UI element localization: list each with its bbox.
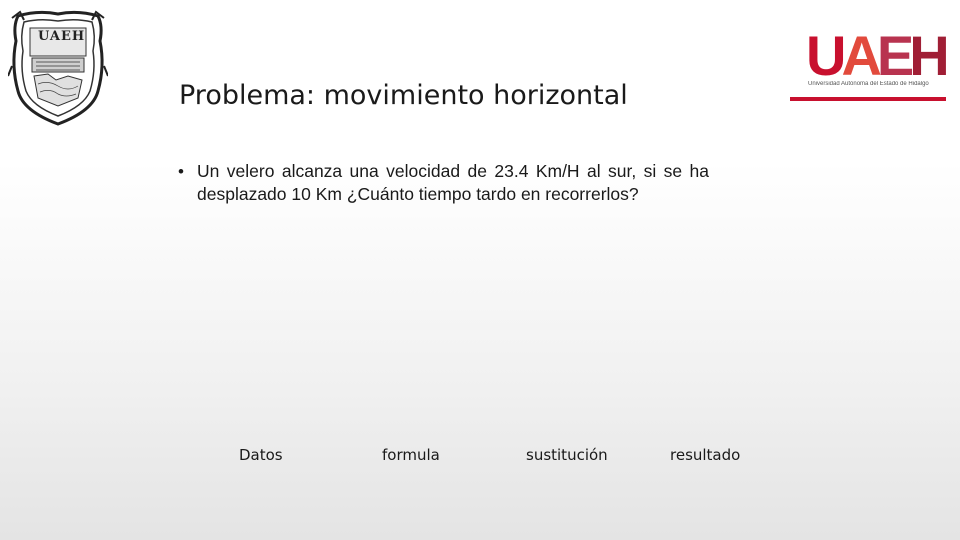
logo-underline-bar	[790, 97, 946, 101]
uaeh-logo	[788, 26, 948, 106]
column-sustitucion: sustitución	[526, 446, 608, 464]
column-formula: formula	[382, 446, 440, 464]
logo-tagline: Universidad Autónoma del Estado de Hidalgo	[808, 81, 929, 87]
logo-wordmark: UAEH	[806, 24, 945, 87]
problem-text: Un velero alcanza una velocidad de 23.4 Km/H al sur, si se ha desplazado 10 Km ¿Cuánto tiempo tardo en recorrerlos?	[197, 161, 709, 204]
state-crest-emblem	[8, 6, 108, 128]
problem-statement	[178, 160, 709, 206]
bullet-icon: •	[178, 162, 184, 181]
crest-banner-text: UAEH	[38, 29, 86, 44]
column-resultado: resultado	[670, 446, 741, 464]
slide-title: Problema: movimiento horizontal	[179, 80, 628, 111]
column-datos: Datos	[239, 446, 283, 464]
